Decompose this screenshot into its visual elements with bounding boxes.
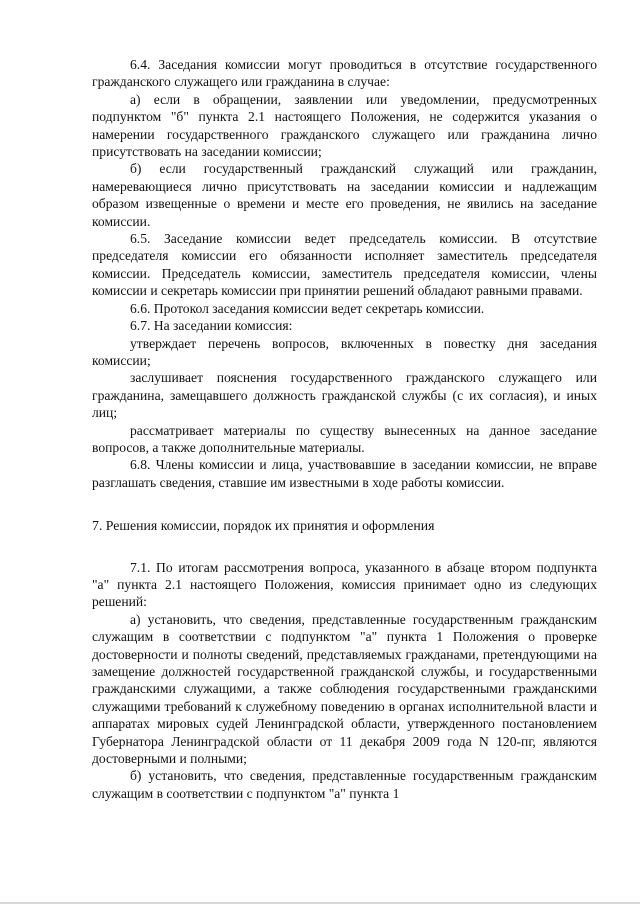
paragraph-7-1-b: б) установить, что сведения, представленные государственным гражданским служащим в соответствии с подпунктом "а" пункта 1 (92, 768, 597, 801)
paragraph-6-7-item-1: утверждает перечень вопросов, включенных в повестку дня заседания комиссии; (92, 335, 597, 368)
paragraph-6-8: 6.8. Члены комиссии и лица, участвовавшие в заседании комиссии, не вправе разглашать сведения, ставшие им известными в ходе работы комиссии. (92, 457, 597, 490)
paragraph-6-7-item-3: рассматривает материалы по существу вынесенных на данное заседание вопросов, а также дополнительные материалы. (92, 422, 597, 455)
section-heading-7: 7. Решения комиссии, порядок их принятия и оформления (92, 518, 435, 534)
document-page (92, 56, 597, 802)
paragraph-6-4-b: б) если государственный гражданский служащий или гражданин, намеревающиеся лично присутствовать на заседании комиссии и надлежащим образом извещенные о времени и месте его проведения, не явились на заседание комиссии. (92, 161, 597, 229)
paragraph-6-6: 6.6. Протокол заседания комиссии ведет секретарь комиссии. (130, 300, 485, 316)
paragraph-7-1: 7.1. По итогам рассмотрения вопроса, указанного в абзаце втором подпункта "а" пункта 2.1 настоящего Положения, комиссия принимает одно из следующих решений: (92, 559, 597, 610)
paragraph-7-1-a: а) установить, что сведения, представленные государственным гражданским служащим в соответствии с подпунктом "а" пункта 1 Положения о проверке достоверности и полноты сведений, представляемых гражданами, претендующими на замещение должностей государственной гражданской службы, и государственными гражданскими служащими, а также соблюдения государственными гражданскими служащими требований к служебному поведению в органах исполнительной власти и аппаратах мировых судей Ленинградской области, утвержденного постановлением Губернатора Ленинградской области от 11 декабря 2009 года N 120-пг, являются достоверными и полными; (92, 611, 597, 767)
paragraph-6-5: 6.5. Заседание комиссии ведет председатель комиссии. В отсутствие председателя комиссии его обязанности исполняет заместитель председателя комиссии. Председатель комиссии, заместитель председателя комиссии, члены комиссии и секретарь комиссии при принятии решений обладают равными правами. (92, 231, 597, 299)
paragraph-6-4-a: а) если в обращении, заявлении или уведомлении, предусмотренных подпунктом "б" пункта 2.1 настоящего Положения, не содержится указания о намерении государственного гражданского служащего или гражданина лично присутствовать на заседании комиссии; (92, 91, 597, 160)
paragraph-6-4: 6.4. Заседания комиссии могут проводиться в отсутствие государственного гражданского служащего или гражданина в случае: (92, 57, 597, 90)
paragraph-6-7: 6.7. На заседании комиссия: (130, 318, 293, 334)
paragraph-6-7-item-2: заслушивает пояснения государственного гражданского служащего или гражданина, замещавшего должность гражданской службы (с их согласия), и иных лиц; (92, 370, 597, 421)
